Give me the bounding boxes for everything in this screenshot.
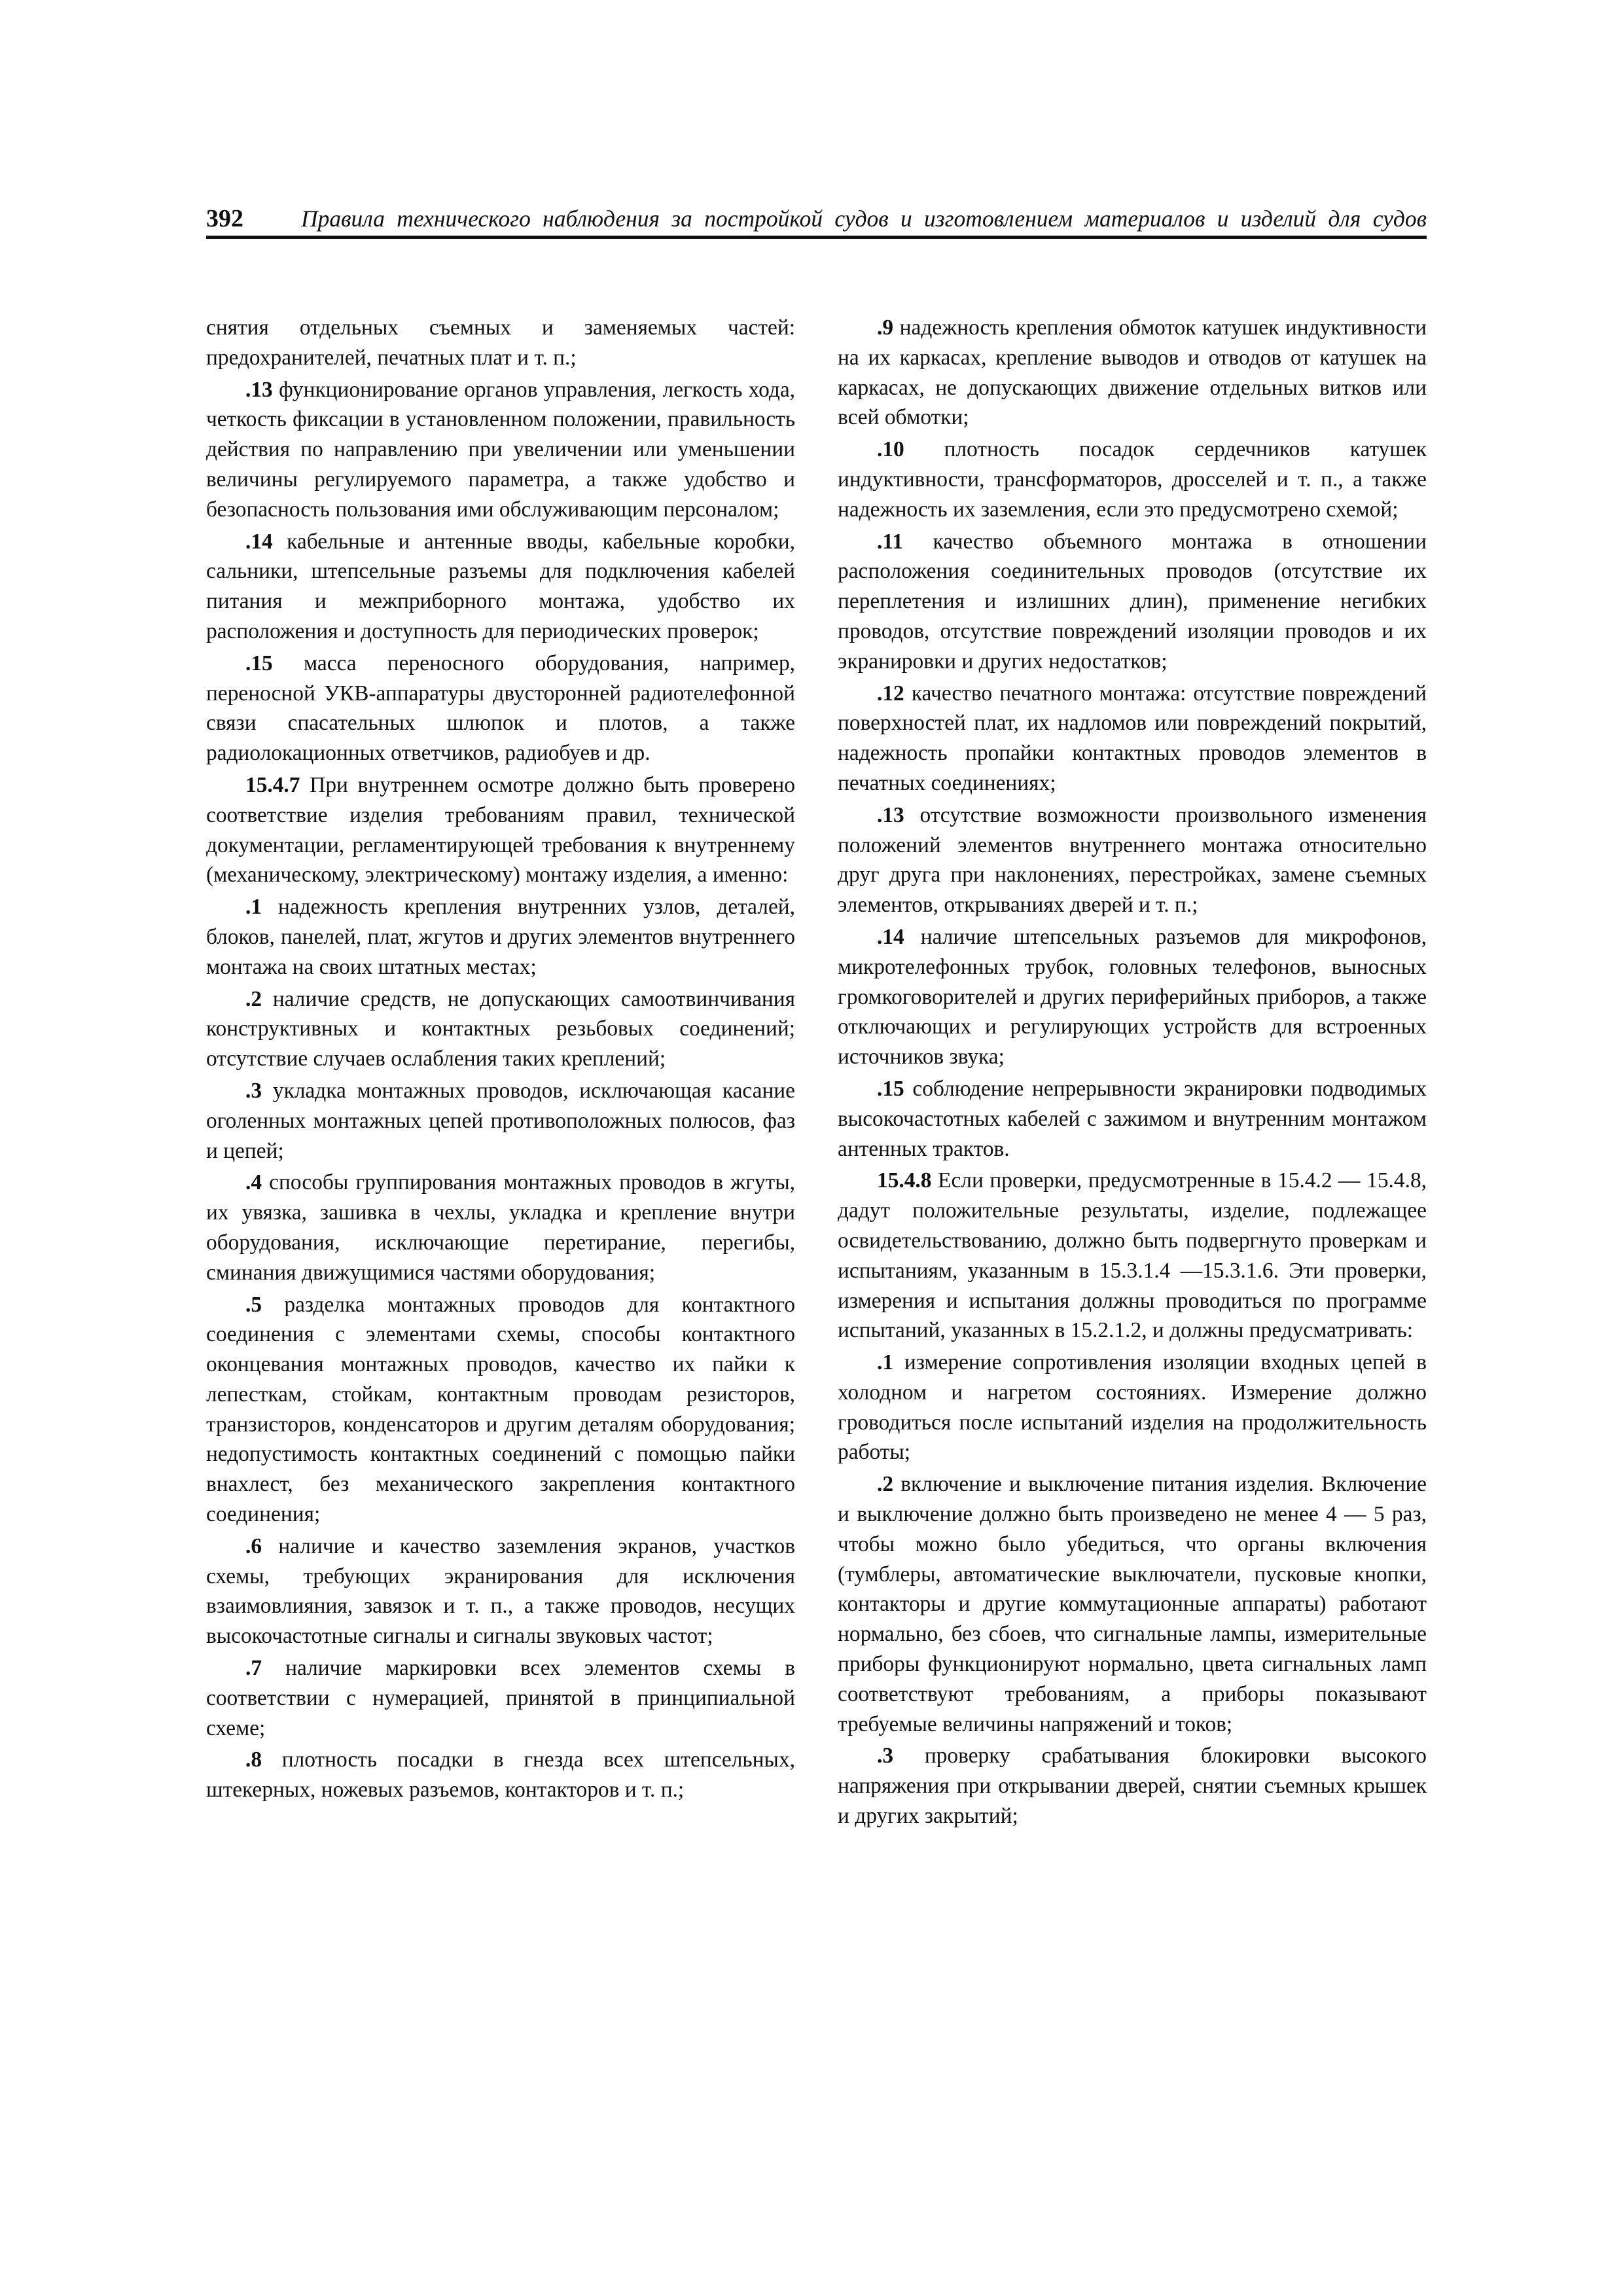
left-column xyxy=(206,313,795,1807)
item-number: .2 xyxy=(245,986,262,1011)
paragraph xyxy=(206,1532,795,1651)
paragraph xyxy=(206,892,795,982)
page-header xyxy=(206,202,1427,239)
paragraph xyxy=(206,649,795,768)
paragraph-text: масса переносного оборудования, например, переносной УКВ-аппаратуры двусторонней радиотелефонной связи спасательных шлюпок и плотов, а также радиолокационных ответчиков, радиобуев и др. xyxy=(206,651,795,766)
item-number: .8 xyxy=(245,1748,262,1772)
item-number: .13 xyxy=(877,802,904,827)
paragraph-text: надежность крепления обмоток катушек индуктивности на их каркасах, крепление выводов и отводов от катушек на каркасах, не допускающих движение отдельных витков или всей обмотки; xyxy=(838,315,1427,430)
paragraph xyxy=(206,1290,795,1530)
paragraph-text: наличие средств, не допускающих самоотвинчивания конструктивных и контактных резьбовых соединений; отсутствие случаев ослабления таких креплений; xyxy=(206,986,795,1071)
paragraph-text: наличие и качество заземления экранов, участков схемы, требующих экранирования для исключения взаимовлияния, завязок и т. п., а также проводов, несущих высокочастотные сигналы и сигналы звуковых частот; xyxy=(206,1534,795,1649)
paragraph-text: надежность крепления внутренних узлов, деталей, блоков, панелей, плат, жгутов и других элементов внутреннего монтажа на своих штатных местах; xyxy=(206,895,795,979)
item-number: .11 xyxy=(877,529,903,554)
paragraph xyxy=(838,313,1427,433)
paragraph-text: соблюдение непрерывности экранировки подводимых высокочастотных кабелей с зажимом и внутренним монтажом антенных трактов. xyxy=(838,1076,1427,1161)
paragraph-text: При внутреннем осмотре должно быть проверено соответствие изделия требованиям правил, технической документации, регламентирующей требования к внутреннему (механическому, электрическому) монтажу изделия, а именно: xyxy=(206,772,795,888)
item-number: .6 xyxy=(245,1534,262,1558)
paragraph xyxy=(838,922,1427,1072)
paragraph-text: качество объемного монтажа в отношении расположения соединительных проводов (отсутствие их переплетения и излишних длин), применение негибких проводов, отсутствие повреждений изоляции проводов и их экранировки и других недостатков; xyxy=(838,529,1427,673)
paragraph-text: измерение сопротивления изоляции входных цепей в холодном и нагретом состояниях. Измерение должно гроводиться после испытаний изделия на продолжительность работы; xyxy=(838,1350,1427,1465)
paragraph-text: укладка монтажных проводов, исключающая касание оголенных монтажных цепей противоположных полюсов, фаз и цепей; xyxy=(206,1078,795,1163)
item-number: .4 xyxy=(245,1170,262,1195)
item-number: .15 xyxy=(877,1076,904,1101)
paragraph xyxy=(206,1168,795,1287)
paragraph xyxy=(838,800,1427,920)
item-number: .1 xyxy=(877,1350,894,1375)
paragraph xyxy=(838,1166,1427,1346)
paragraph-text: качество печатного монтажа: отсутствие повреждений поверхностей плат, их надломов или повреждений покрытий, надежность пропайки контактных проводов элементов в печатных соединениях; xyxy=(838,681,1427,795)
paragraph xyxy=(206,375,795,525)
paragraph xyxy=(838,1469,1427,1739)
item-number: .7 xyxy=(245,1656,262,1681)
paragraph-text: способы группирования монтажных проводов в жгуты, их увязка, зашивка в чехлы, укладка и крепление внутри оборудования, исключающие перетирание, перегибы, сминания движущимися частями оборудования; xyxy=(206,1170,795,1285)
paragraph-text: проверку срабатывания блокировки высокого напряжения при открывании дверей, снятии съемных крышек и других закрытий; xyxy=(838,1744,1427,1829)
item-number: .1 xyxy=(245,895,262,920)
item-number: .3 xyxy=(877,1744,894,1768)
paragraph-text: плотность посадок сердечников катушек индуктивности, трансформаторов, дросселей и т. п., а также надежность их заземления, если это предусмотрено схемой; xyxy=(838,437,1427,522)
paragraph-text: разделка монтажных проводов для контактного соединения с элементами схемы, способы контактного оконцевания монтажных проводов, качество их пайки к лепесткам, стойкам, контактным проводам резисторов, транзисторов, конденсаторов и другим деталям оборудования; недопустимость контактных соединений с помощью пайки внахлест, без механического закрепления контактного соединения; xyxy=(206,1292,795,1527)
item-number: .2 xyxy=(877,1472,894,1497)
paragraph-text: отсутствие возможности произвольного изменения положений элементов внутреннего монтажа относительно друг друга при наклонениях, перестройках, замене съемных элементов, открываниях дверей и т. п.; xyxy=(838,802,1427,918)
paragraph-text: плотность посадки в гнезда всех штепсельных, штекерных, ножевых разъемов, контакторов и т. п.; xyxy=(206,1748,795,1803)
paragraph xyxy=(838,435,1427,524)
right-column xyxy=(838,313,1427,1833)
item-number: .9 xyxy=(877,315,894,340)
item-number: .15 xyxy=(245,651,273,675)
paragraph-text: кабельные и антенные вводы, кабельные коробки, сальники, штепсельные разъемы для подключения кабелей питания и межприборного монтажа, удобство их расположения и доступность для периодических проверок; xyxy=(206,529,795,643)
item-number: .12 xyxy=(877,681,904,706)
paragraph-text: Если проверки, предусмотренные в 15.4.2 — 15.4.8, дадут положительные результаты, изделие, подлежащее освидетельствованию, должно быть подвергнуто проверкам и испытаниям, указанным в 15.3.1.4 —15.3.1.6. Эти проверки, измерения и испытания должны проводиться по программе испытаний, указанных в 15.2.1.2, и должны предусматривать: xyxy=(838,1168,1427,1343)
item-number: 15.4.8 xyxy=(877,1168,932,1193)
item-number: .3 xyxy=(245,1078,262,1103)
item-number: .14 xyxy=(245,529,273,554)
paragraph xyxy=(206,1745,795,1805)
item-number: .5 xyxy=(245,1292,262,1317)
running-title: Правила технического наблюдения за постройкой судов и изготовлением материалов и изделий для судов xyxy=(301,206,1427,232)
item-number: .13 xyxy=(245,377,273,402)
paragraph xyxy=(838,1348,1427,1467)
paragraph-text: наличие штепсельных разъемов для микрофонов, микротелефонных трубок, головных телефонов, выносных громкоговорителей и других периферийных приборов, а также отключающих и регулирующих устройств для встроенных источников звука; xyxy=(838,924,1427,1069)
paragraph xyxy=(206,527,795,647)
page-number: 392 xyxy=(206,205,243,232)
item-number: .10 xyxy=(877,437,904,462)
paragraph xyxy=(838,1741,1427,1831)
paragraph xyxy=(206,1076,795,1166)
paragraph-text: наличие маркировки всех элементов схемы в соответствии с нумерацией, принятой в принципиальной схеме; xyxy=(206,1656,795,1740)
paragraph xyxy=(206,1653,795,1743)
paragraph xyxy=(206,313,795,373)
paragraph-text: функционирование органов управления, легкость хода, четкость фиксации в установленном положении, правильность действия по направлению при увеличении или уменьшении величины регулируемого параметра, а также удобство и безопасность пользования ими обслуживающим персоналом; xyxy=(206,377,795,522)
paragraph xyxy=(838,679,1427,798)
paragraph-text: включение и выключение питания изделия. Включение и выключение должно быть произведено не менее 4 — 5 раз, чтобы можно было убедиться, что органы включения (тумблеры, автоматические выключатели, пусковые кнопки, контакторы и другие коммутационные аппараты) работают нормально, без сбоев, что сигнальные лампы, измерительные приборы функционируют нормально, цвета сигнальных ламп соответствуют требованиям, а приборы показывают требуемые величины напряжений и токов; xyxy=(838,1472,1427,1736)
paragraph xyxy=(838,527,1427,677)
item-number: .14 xyxy=(877,924,904,949)
paragraph xyxy=(838,1074,1427,1164)
paragraph xyxy=(206,984,795,1074)
paragraph xyxy=(206,770,795,890)
item-number: 15.4.7 xyxy=(245,772,300,797)
paragraph-text: снятия отдельных съемных и заменяемых частей: предохранителей, печатных плат и т. п.; xyxy=(206,315,795,370)
